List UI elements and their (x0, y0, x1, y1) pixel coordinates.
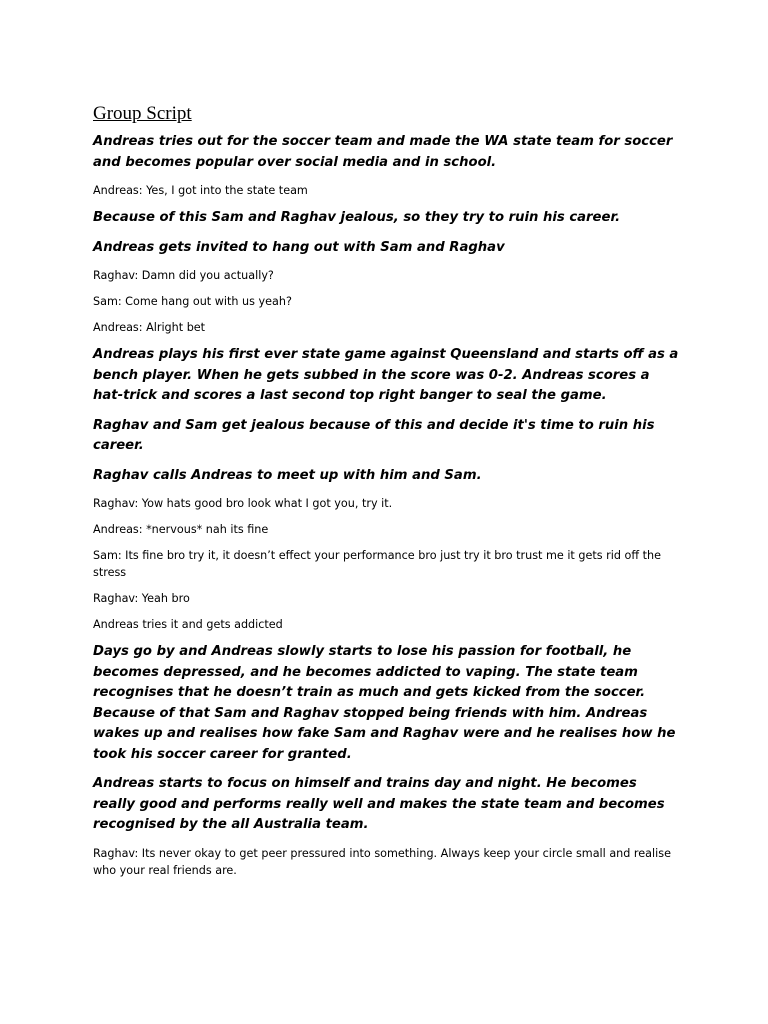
dialogue-line: Andreas: *nervous* nah its fine (93, 523, 269, 536)
narration-paragraph: Andreas plays his first ever state game against Queensland and starts off as a bench player. When he gets subbed in the score was 0-2. Andreas scores a hat-trick and scores a last second top right banger to seal the game. (93, 347, 679, 403)
dialogue-line: Raghav: Yeah bro (93, 592, 190, 605)
narration-paragraph: Andreas gets invited to hang out with Sam and Raghav (93, 239, 505, 255)
dialogue-line: Raghav: Its never okay to get peer pressured into something. Always keep your circle small and realise who your real friends are. (93, 846, 671, 877)
narration-paragraph: Raghav and Sam get jealous because of this and decide it's time to ruin his career. (93, 417, 655, 453)
dialogue-line: Sam: Come hang out with us yeah? (93, 295, 292, 308)
dialogue-line: Andreas: Yes, I got into the state team (93, 184, 308, 197)
narration-paragraph: Raghav calls Andreas to meet up with him and Sam. (93, 467, 482, 483)
stage-note: Andreas tries it and gets addicted (93, 618, 283, 631)
narration-paragraph: Days go by and Andreas slowly starts to lose his passion for football, he becomes depressed, and he becomes addicted to vaping. The state team recognises that he doesn’t train as much and gets kicked from the soccer. Because of that Sam and Raghav stopped being friends with him. Andreas wakes up and realises how fake Sam and Raghav were and he realises how he took his soccer career for granted. (93, 644, 676, 762)
dialogue-line: Raghav: Damn did you actually? (93, 269, 274, 282)
dialogue-line: Sam: Its fine bro try it, it doesn’t effect your performance bro just try it bro trust me it gets rid off the stress (93, 549, 661, 579)
narration-paragraph: Andreas tries out for the soccer team and made the WA state team for soccer and becomes popular over social media and in school. (93, 134, 673, 170)
dialogue-line: Raghav: Yow hats good bro look what I got you, try it. (93, 497, 393, 510)
document-page (93, 102, 683, 888)
dialogue-line: Andreas: Alright bet (93, 321, 206, 334)
document-title: Group Script (93, 103, 192, 124)
narration-paragraph: Because of this Sam and Raghav jealous, so they try to ruin his career. (93, 210, 621, 225)
narration-paragraph: Andreas starts to focus on himself and trains day and night. He becomes really good and performs really well and makes the state team and becomes recognised by the all Australia team. (93, 776, 665, 832)
